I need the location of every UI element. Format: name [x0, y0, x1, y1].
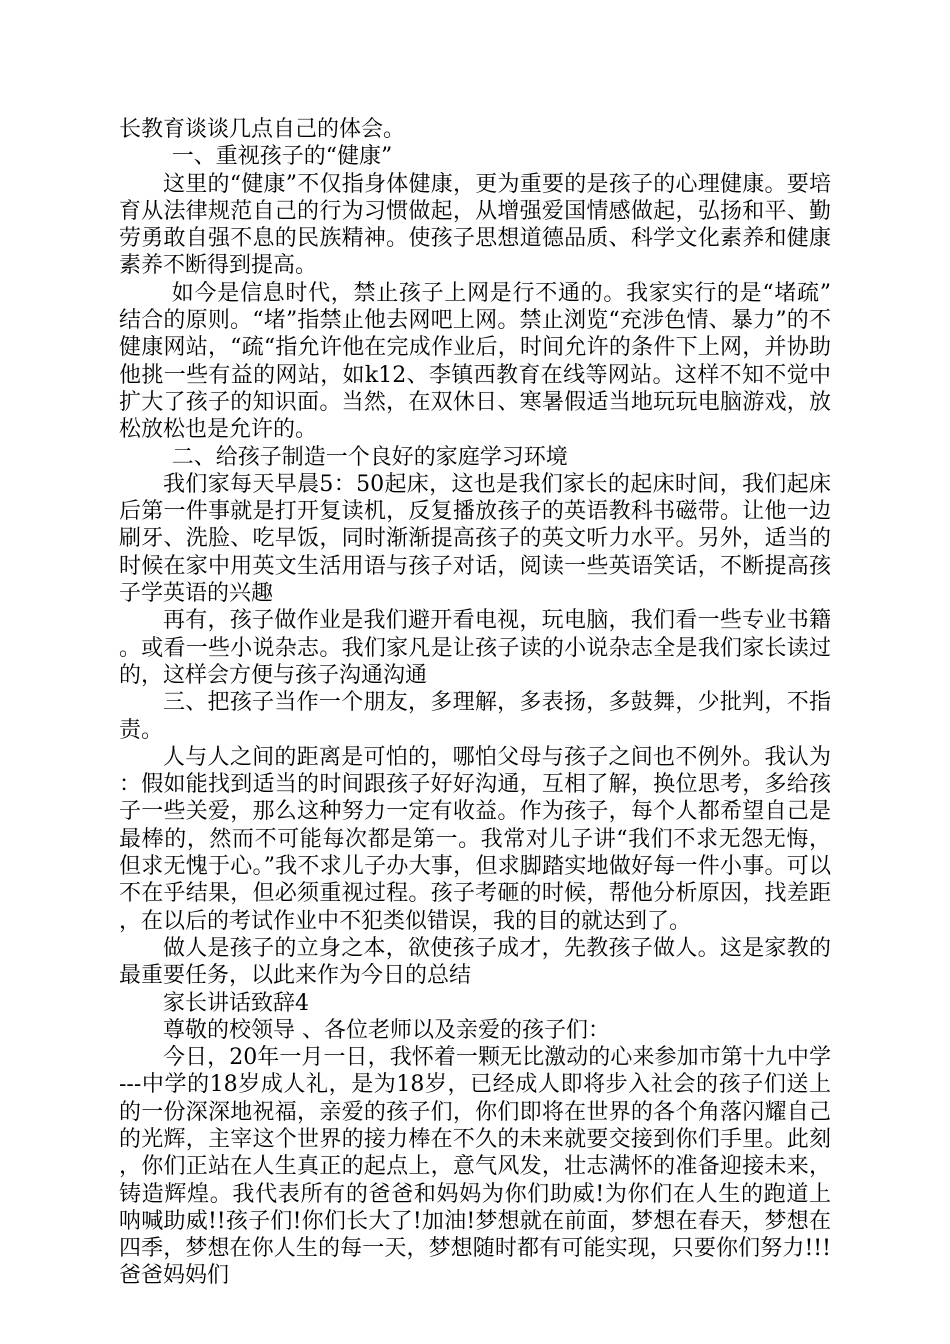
- paragraph-intro-end: 长教育谈谈几点自己的体会。: [119, 117, 406, 142]
- paragraph-speech-body: 今日，20年一月一日，我怀着一颗无比激动的心来参加市第十九中学---中学的18岁成人礼，是为18岁，已经成人即将步入社会的孩子们送上的一份深深地祝福，亲爱的孩子们，你们即将在世界的各个角落闪耀自己的光辉，主宰这个世界的接力棒在不久的未来就要交接到你们手里。此刻，你们正站在人生真正的起点上，意气风发，壮志满怀的准备迎接未来，铸造辉煌。我代表所有的爸爸和妈妈为你们助威!为你们在人生的跑道上呐喊助威!!孩子们!你们长大了!加油!梦想就在前面，梦想在春天，梦想在四季，梦想在你人生的每一天，梦想随时都有可能实现，只要你们努力!!!爸爸妈妈们: [119, 1045, 831, 1289]
- paragraph-summary: 做人是孩子的立身之本，欲使孩子成才，先教孩子做人。这是家教的最重要任务，以此来作为今日的总结: [119, 935, 831, 989]
- paragraph-homework: 再有，孩子做作业是我们避开看电视，玩电脑，我们看一些专业书籍。或看一些小说杂志。我们家凡是让孩子读的小说杂志全是我们家长读过的，这样会方便与孩子沟通沟通: [119, 608, 831, 688]
- paragraph-morning-routine: 我们家每天早晨5：50起床，这也是我们家长的起床时间，我们起床后第一件事就是打开复读机，反复播放孩子的英语教科书磁带。让他一边刷牙、洗脸、吃早饭，同时渐渐提高孩子的英文听力水平。另外，适当的时候在家中用英文生活用语与孩子对话，阅读一些英语笑话，不断提高孩子学英语的兴趣: [119, 471, 831, 607]
- document-body: [119, 116, 831, 1290]
- section-heading-study-environment: 二、给孩子制造一个良好的家庭学习环境: [171, 444, 568, 470]
- speech-title: 家长讲话致辞4: [163, 990, 309, 1016]
- section-heading-friend: 三、把孩子当作一个朋友，多理解，多表扬，多鼓舞，少批判，不指责。: [119, 690, 831, 743]
- paragraph-communication: 人与人之间的距离是可怕的，哪怕父母与孩子之间也不例外。我认为：假如能找到适当的时间跟孩子好好沟通，互相了解，换位思考，多给孩子一些关爱，那么这种努力一定有收益。作为孩子，每个人都希望自己是最棒的，然而不可能每次都是第一。我常对儿子讲“我们不求无怨无悔，但求无愧于心。”我不求儿子办大事，但求脚踏实地做好每一件小事。可以不在乎结果，但必须重视过程。孩子考砸的时候，帮他分析原因，找差距，在以后的考试作业中不犯类似错误，我的目的就达到了。: [119, 744, 831, 934]
- section-heading-health: 一、重视孩子的“健康”: [171, 144, 393, 170]
- speech-salutation: 尊敬的校领导 、各位老师以及亲爱的孩子们：: [163, 1017, 610, 1043]
- paragraph-health: 这里的“健康”不仅指身体健康，更为重要的是孩子的心理健康。要培育从法律规范自己的行为习惯做起，从增强爱国情感做起，弘扬和平、勤劳勇敢自强不息的民族精神。使孩子思想道德品质、科学文化素养和健康素养不断得到提高。: [119, 171, 831, 279]
- paragraph-internet: 如今是信息时代，禁止孩子上网是行不通的。我家实行的是“堵疏”结合的原则。“堵”指禁止他去网吧上网。禁止浏览“充涉色情、暴力”的不健康网站，“疏“指允许他在完成作业后，时间允许的条件下上网，并协助他挑一些有益的网站，如k12、李镇西教育在线等网站。这样不知不觉中扩大了孩子的知识面。当然，在双休日、寒暑假适当地玩玩电脑游戏，放松放松也是允许的。: [119, 280, 831, 443]
